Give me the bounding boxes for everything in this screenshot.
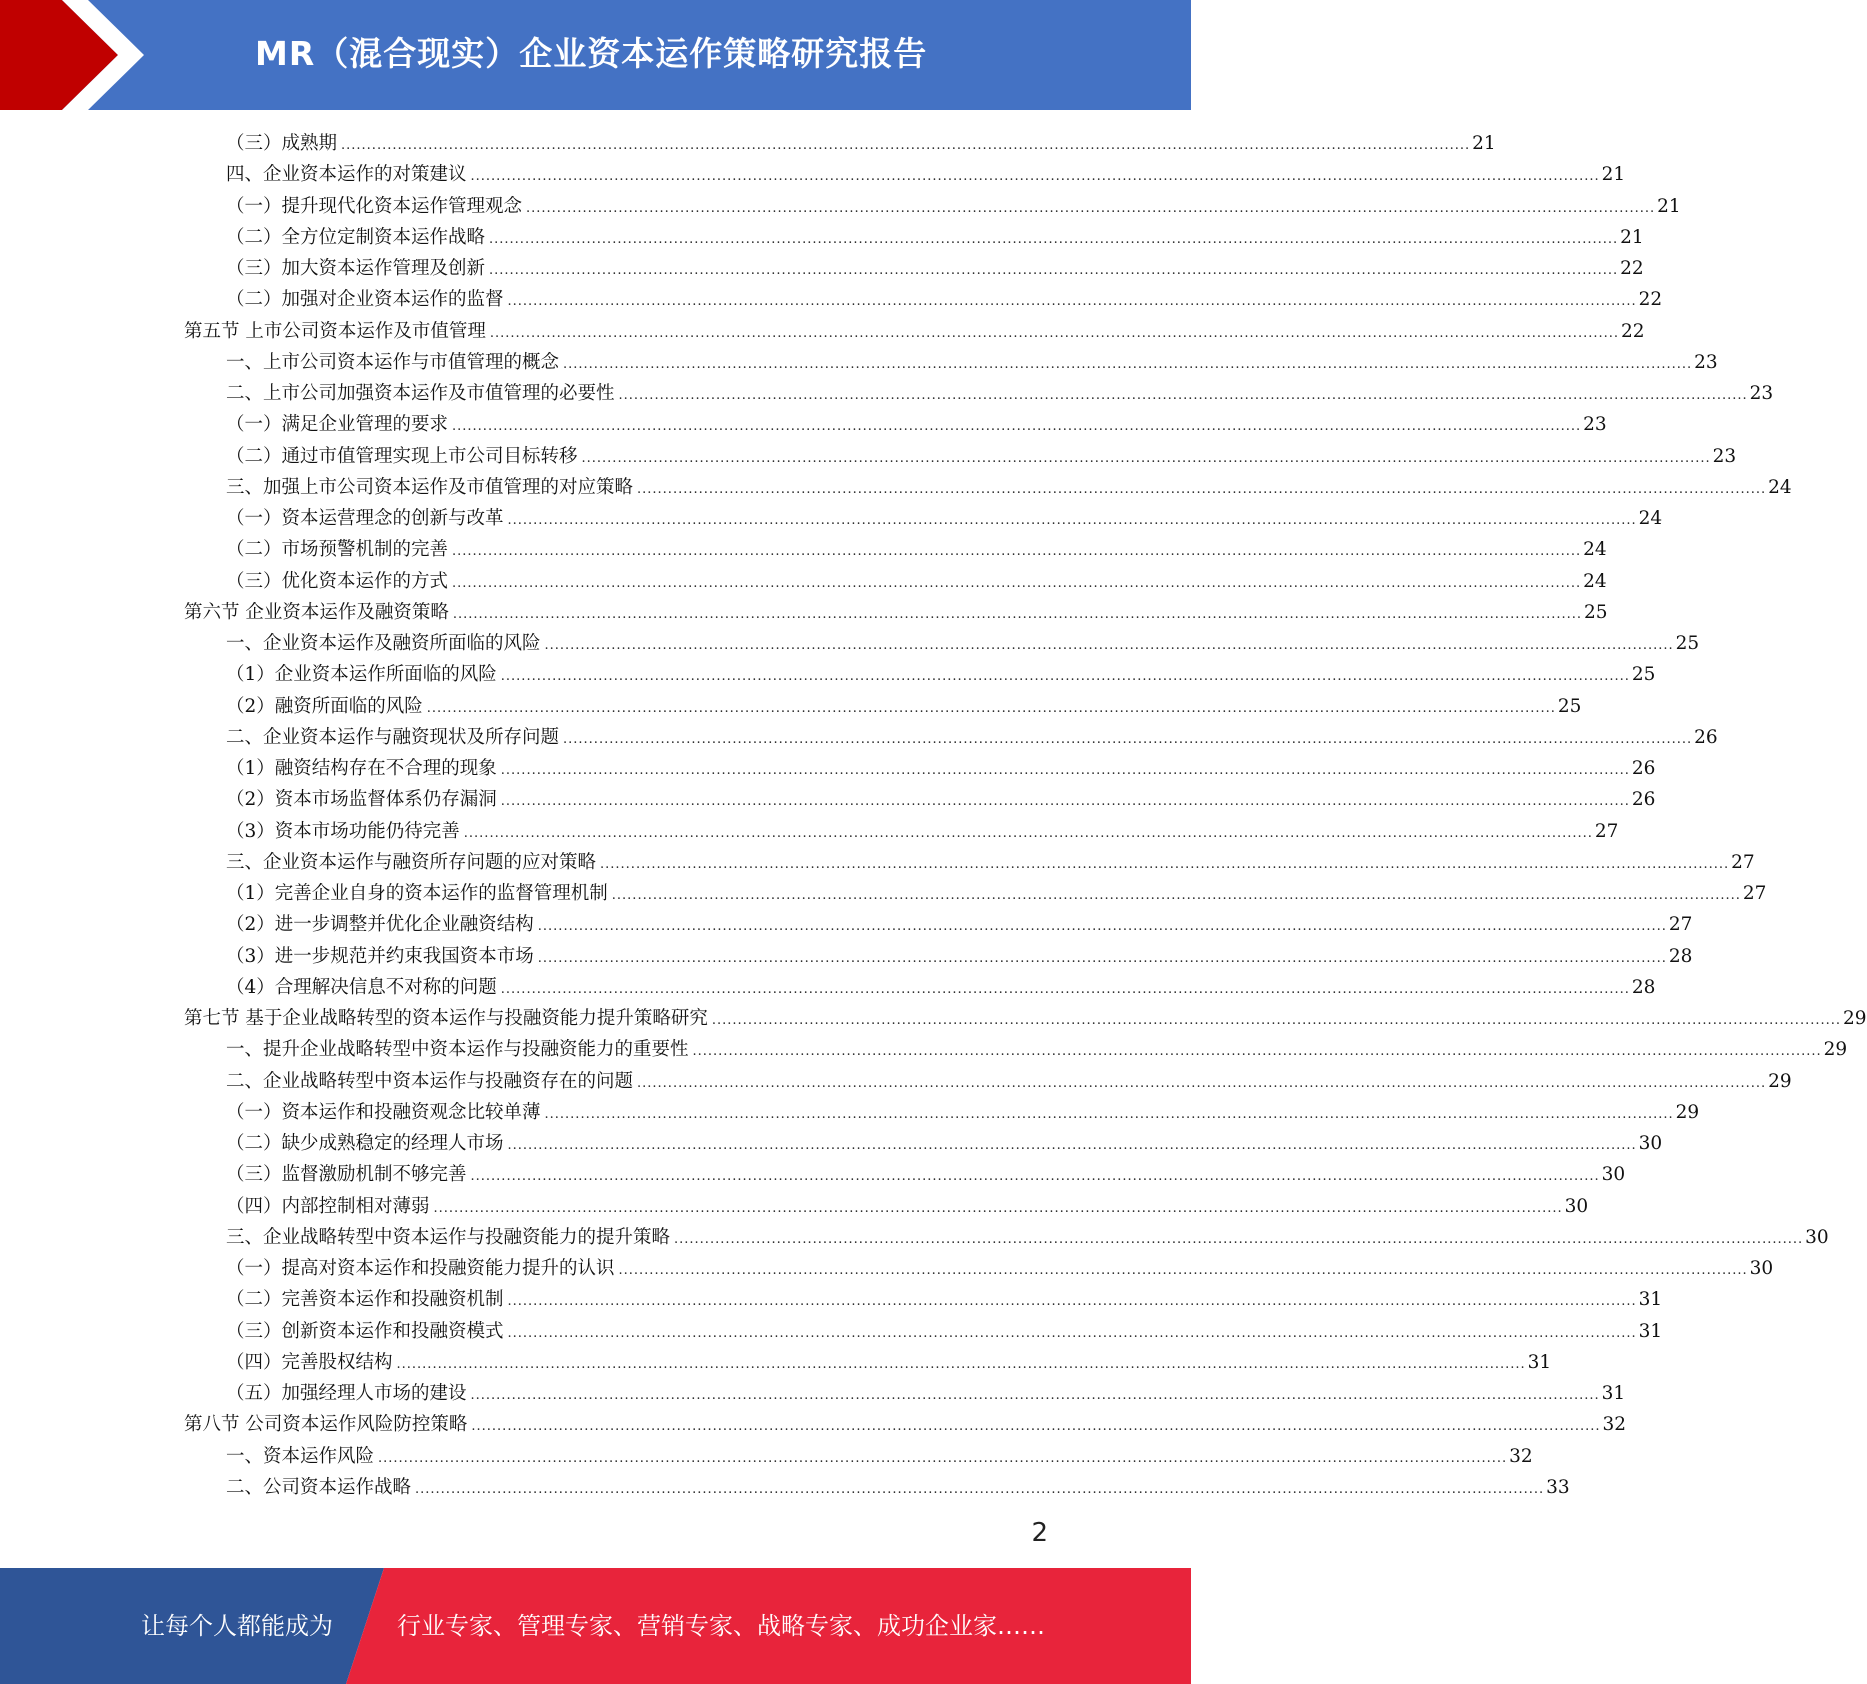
toc-entry-page: 30 xyxy=(1638,1133,1663,1154)
toc-entry-title: （二）加强对企业资本运作的监督 xyxy=(226,289,504,311)
toc-dot-leader: ............................................................................................................................................................................................................................ xyxy=(341,138,1471,153)
toc-entry-page: 26 xyxy=(1694,726,1718,748)
toc-entry-title: （一）满足企业管理的要求 xyxy=(226,414,449,436)
toc-entry[interactable] xyxy=(226,128,1496,159)
toc-entry[interactable] xyxy=(226,1441,1533,1472)
toc-dot-leader: ............................................................................................................................................................................................................................ xyxy=(415,1481,1545,1497)
toc-entry-title: （三）创新资本运作和投融资模式 xyxy=(226,1320,504,1342)
toc-dot-leader: ............................................................................................................................................................................................................................ xyxy=(537,919,1667,935)
toc-entry[interactable] xyxy=(226,691,1582,722)
toc-dot-leader: ............................................................................................................................................................................................................................ xyxy=(470,169,1600,185)
toc-entry-page: 22 xyxy=(1638,289,1663,311)
toc-entry[interactable] xyxy=(226,347,1718,378)
toc-entry-title: （4）合理解决信息不对称的问题 xyxy=(226,976,497,998)
toc-entry-title: 第五节 上市公司资本运作及市值管理 xyxy=(184,320,486,342)
toc-entry-page: 27 xyxy=(1742,883,1767,904)
toc-entry[interactable] xyxy=(226,659,1656,690)
toc-entry-title: （五）加强经理人市场的建设 xyxy=(226,1383,467,1404)
toc-entry-title: （3）资本市场功能仍待完善 xyxy=(226,820,460,842)
toc-entry-title: （二）通过市值管理实现上市公司目标转移 xyxy=(226,445,578,467)
toc-entry[interactable] xyxy=(226,753,1656,784)
toc-dot-leader: ............................................................................................................................................................................................................................ xyxy=(452,544,1582,560)
toc-entry-title: （一）资本运营理念的创新与改革 xyxy=(226,508,504,529)
toc-entry-title: （三）优化资本运作的方式 xyxy=(226,570,449,592)
toc-entry[interactable] xyxy=(184,1409,1627,1440)
toc-entry-page: 29 xyxy=(1675,1101,1700,1123)
toc-entry-page: 21 xyxy=(1472,133,1496,154)
toc-entry-page: 29 xyxy=(1823,1039,1848,1061)
toc-entry[interactable] xyxy=(226,909,1693,940)
toc-entry-title: 二、企业战略转型中资本运作与投融资存在的问题 xyxy=(226,1070,634,1092)
toc-entry[interactable] xyxy=(226,1128,1663,1159)
toc-dot-leader: ............................................................................................................................................................................................................................ xyxy=(489,325,1620,341)
toc-entry-page: 21 xyxy=(1620,226,1644,248)
toc-entry[interactable] xyxy=(226,159,1626,190)
toc-entry-title: 第七节 基于企业战略转型的资本运作与投融资能力提升策略研究 xyxy=(184,1008,708,1029)
toc-entry-title: （3）进一步规范并约束我国资本市场 xyxy=(226,945,534,967)
toc-entry[interactable] xyxy=(226,1378,1626,1409)
toc-entry[interactable] xyxy=(226,1159,1626,1190)
toc-dot-leader: ............................................................................................................................................................................................................................ xyxy=(507,513,1637,528)
toc-dot-leader: ............................................................................................................................................................................................................................ xyxy=(396,1356,1526,1372)
toc-entry[interactable] xyxy=(226,1097,1700,1128)
toc-entry-title: 二、公司资本运作战略 xyxy=(226,1476,412,1498)
toc-entry[interactable] xyxy=(226,1253,1774,1284)
toc-entry-page: 27 xyxy=(1731,851,1755,873)
toc-dot-leader: ............................................................................................................................................................................................................................ xyxy=(507,1325,1637,1341)
toc-dot-leader: ............................................................................................................................................................................................................................ xyxy=(600,856,1730,872)
toc-dot-leader: ............................................................................................................................................................................................................................ xyxy=(537,950,1667,966)
toc-entry-page: 22 xyxy=(1620,258,1644,279)
toc-entry-page: 27 xyxy=(1668,914,1693,936)
toc-entry-page: 29 xyxy=(1843,1008,1867,1029)
toc-entry-page: 31 xyxy=(1638,1289,1663,1311)
toc-entry-title: （三）加大资本运作管理及创新 xyxy=(226,258,486,279)
toc-entry[interactable] xyxy=(226,1222,1829,1253)
toc-entry-page: 21 xyxy=(1657,195,1681,217)
toc-dot-leader: ............................................................................................................................................................................................................................ xyxy=(463,825,1593,841)
toc-entry-title: 一、上市公司资本运作与市值管理的概念 xyxy=(226,351,560,373)
toc-entry-title: （1）企业资本运作所面临的风险 xyxy=(226,664,497,686)
toc-dot-leader: ............................................................................................................................................................................................................................ xyxy=(618,388,1748,403)
toc-entry-page: 33 xyxy=(1546,1476,1570,1498)
toc-entry[interactable] xyxy=(226,1347,1552,1378)
toc-entry-page: 31 xyxy=(1638,1320,1663,1342)
toc-entry-title: （四）内部控制相对薄弱 xyxy=(226,1195,430,1217)
toc-entry-page: 25 xyxy=(1675,633,1700,654)
toc-dot-leader: ............................................................................................................................................................................................................................ xyxy=(378,1450,1508,1466)
toc-entry-title: 一、资本运作风险 xyxy=(226,1445,375,1467)
toc-entry-title: （三）监督激励机制不够完善 xyxy=(226,1164,467,1186)
toc-dot-leader: ............................................................................................................................................................................................................................ xyxy=(500,794,1630,810)
toc-entry-page: 31 xyxy=(1527,1351,1552,1373)
toc-entry-page: 24 xyxy=(1768,476,1792,498)
toc-entry-title: 三、企业战略转型中资本运作与投融资能力的提升策略 xyxy=(226,1226,671,1248)
toc-entry[interactable] xyxy=(226,441,1737,472)
toc-entry-page: 26 xyxy=(1631,758,1656,779)
toc-entry[interactable] xyxy=(226,1284,1663,1315)
toc-entry-page: 30 xyxy=(1564,1195,1589,1217)
toc-entry-page: 24 xyxy=(1638,508,1663,529)
toc-entry-page: 23 xyxy=(1694,351,1718,373)
toc-entry-page: 25 xyxy=(1557,695,1582,717)
toc-entry[interactable] xyxy=(226,878,1767,909)
toc-entry-title: （2）资本市场监督体系仍存漏洞 xyxy=(226,789,497,811)
toc-entry[interactable] xyxy=(226,847,1755,878)
toc-entry-title: 三、加强上市公司资本运作及市值管理的对应策略 xyxy=(226,476,634,498)
toc-entry-page: 21 xyxy=(1601,164,1626,186)
page-number: 2 xyxy=(1031,1518,1048,1548)
toc-entry-page: 23 xyxy=(1712,445,1737,467)
toc-entry[interactable] xyxy=(184,316,1645,347)
toc-entry-title: 一、提升企业战略转型中资本运作与投融资能力的重要性 xyxy=(226,1039,689,1061)
toc-entry[interactable] xyxy=(226,409,1607,440)
toc-entry[interactable] xyxy=(226,816,1619,847)
toc-dot-leader: ............................................................................................................................................................................................................................ xyxy=(611,888,1741,903)
toc-dot-leader: ............................................................................................................................................................................................................................ xyxy=(500,981,1630,997)
toc-dot-leader: ............................................................................................................................................................................................................................ xyxy=(544,1106,1674,1122)
toc-dot-leader: ............................................................................................................................................................................................................................ xyxy=(470,1388,1600,1403)
toc-entry-title: （二）市场预警机制的完善 xyxy=(226,539,449,561)
toc-dot-leader: ............................................................................................................................................................................................................................ xyxy=(637,1075,1767,1091)
toc-entry-page: 32 xyxy=(1509,1445,1533,1467)
toc-entry[interactable] xyxy=(226,253,1644,284)
toc-entry-page: 28 xyxy=(1631,976,1656,998)
toc-entry-title: 第六节 企业资本运作及融资策略 xyxy=(184,601,449,623)
toc-entry-page: 24 xyxy=(1583,539,1607,561)
toc-entry-page: 24 xyxy=(1583,570,1607,592)
toc-entry[interactable] xyxy=(226,628,1700,659)
toc-entry-title: （1）完善企业自身的资本运作的监督管理机制 xyxy=(226,883,608,904)
toc-entry[interactable] xyxy=(226,378,1774,409)
toc-entry-title: 三、企业资本运作与融资所存问题的应对策略 xyxy=(226,851,597,873)
footer-slogan-right: 行业专家、管理专家、营销专家、战略专家、成功企业家…… xyxy=(397,1612,1045,1640)
toc-dot-leader: ............................................................................................................................................................................................................................ xyxy=(452,606,1583,622)
toc-entry-page: 30 xyxy=(1805,1226,1829,1248)
toc-entry-title: 第八节 公司资本运作风险防控策略 xyxy=(184,1414,468,1436)
toc-entry-title: （二）全方位定制资本运作战略 xyxy=(226,226,486,248)
toc-entry-title: （2）进一步调整并优化企业融资结构 xyxy=(226,914,534,936)
toc-entry-title: 二、上市公司加强资本运作及市值管理的必要性 xyxy=(226,383,615,404)
toc-entry-page: 30 xyxy=(1749,1258,1774,1279)
toc-dot-leader: ............................................................................................................................................................................................................................ xyxy=(500,669,1630,685)
toc-entry-title: 一、企业资本运作及融资所面临的风险 xyxy=(226,633,541,654)
toc-entry[interactable] xyxy=(226,1066,1792,1097)
toc-entry-page: 30 xyxy=(1601,1164,1626,1186)
toc-entry[interactable] xyxy=(226,784,1656,815)
toc-entry[interactable] xyxy=(226,1472,1570,1503)
toc-dot-leader: ............................................................................................................................................................................................................................ xyxy=(563,356,1693,372)
toc-dot-leader: ............................................................................................................................................................................................................................ xyxy=(433,1200,1563,1216)
toc-dot-leader: ............................................................................................................................................................................................................................ xyxy=(674,1231,1804,1247)
toc-entry-page: 26 xyxy=(1631,789,1656,811)
toc-entry-title: 二、企业资本运作与融资现状及所存问题 xyxy=(226,726,560,748)
toc-entry[interactable] xyxy=(226,534,1607,565)
toc-entry-page: 31 xyxy=(1601,1383,1626,1404)
toc-entry-title: （二）完善资本运作和投融资机制 xyxy=(226,1289,504,1311)
toc-entry[interactable] xyxy=(226,284,1663,315)
toc-entry[interactable] xyxy=(226,1034,1848,1065)
toc-dot-leader: ............................................................................................................................................................................................................................ xyxy=(471,1419,1601,1435)
toc-dot-leader: ............................................................................................................................................................................................................................ xyxy=(563,731,1693,747)
toc-entry[interactable] xyxy=(226,722,1718,753)
toc-entry-title: （四）完善股权结构 xyxy=(226,1351,393,1373)
toc-dot-leader: ............................................................................................................................................................................................................................ xyxy=(452,575,1582,591)
toc-entry-title: （一）资本运作和投融资观念比较单薄 xyxy=(226,1101,541,1123)
red-chevron-decoration xyxy=(0,0,150,110)
toc-entry-page: 25 xyxy=(1584,601,1608,623)
toc-dot-leader: ............................................................................................................................................................................................................................ xyxy=(637,481,1767,497)
toc-entry-title: （一）提高对资本运作和投融资能力提升的认识 xyxy=(226,1258,615,1279)
toc-entry-title: （1）融资结构存在不合理的现象 xyxy=(226,758,497,779)
toc-entry-page: 28 xyxy=(1668,945,1693,967)
toc-dot-leader: ............................................................................................................................................................................................................................ xyxy=(507,1138,1637,1153)
toc-dot-leader: ............................................................................................................................................................................................................................ xyxy=(507,1294,1637,1310)
toc-dot-leader: ............................................................................................................................................................................................................................ xyxy=(618,1263,1748,1278)
toc-entry[interactable] xyxy=(226,472,1792,503)
toc-entry[interactable] xyxy=(226,1191,1589,1222)
toc-entry-title: （三）成熟期 xyxy=(226,133,338,154)
toc-entry-page: 27 xyxy=(1594,820,1619,842)
toc-entry[interactable] xyxy=(226,941,1693,972)
page-header xyxy=(0,0,1191,110)
toc-entry[interactable] xyxy=(226,1316,1663,1347)
toc-entry[interactable] xyxy=(226,566,1607,597)
toc-dot-leader: ............................................................................................................................................................................................................................ xyxy=(544,638,1674,653)
toc-entry[interactable] xyxy=(226,222,1644,253)
toc-dot-leader: ............................................................................................................................................................................................................................ xyxy=(500,763,1630,778)
toc-dot-leader: ............................................................................................................................................................................................................................ xyxy=(526,200,1656,216)
toc-entry-page: 23 xyxy=(1749,383,1774,404)
page-footer xyxy=(0,1568,1191,1684)
toc-entry-page: 22 xyxy=(1621,320,1645,342)
toc-entry[interactable] xyxy=(184,1003,1867,1034)
toc-dot-leader: ............................................................................................................................................................................................................................ xyxy=(507,294,1637,310)
toc-entry-title: （二）缺少成熟稳定的经理人市场 xyxy=(226,1133,504,1154)
toc-dot-leader: ............................................................................................................................................................................................................................ xyxy=(711,1013,1842,1028)
toc-entry-title: （2）融资所面临的风险 xyxy=(226,695,423,717)
toc-entry-title: 四、企业资本运作的对策建议 xyxy=(226,164,467,186)
toc-entry[interactable] xyxy=(226,972,1656,1003)
toc-entry[interactable] xyxy=(226,191,1681,222)
toc-entry[interactable] xyxy=(184,597,1608,628)
toc-entry-page: 25 xyxy=(1631,664,1656,686)
report-title: MR（混合现实）企业资本运作策略研究报告 xyxy=(255,34,928,73)
toc-entry[interactable] xyxy=(226,503,1663,534)
toc-entry-page: 29 xyxy=(1768,1070,1792,1092)
footer-slogan-left: 让每个人都能成为 xyxy=(141,1612,333,1640)
toc-entry-title: （一）提升现代化资本运作管理观念 xyxy=(226,195,523,217)
toc-dot-leader: ............................................................................................................................................................................................................................ xyxy=(581,450,1711,466)
toc-dot-leader: ............................................................................................................................................................................................................................ xyxy=(692,1044,1822,1060)
toc-entry-page: 32 xyxy=(1602,1414,1627,1436)
toc-entry-page: 23 xyxy=(1583,414,1607,436)
toc-dot-leader: ............................................................................................................................................................................................................................ xyxy=(426,700,1556,716)
toc-dot-leader: ............................................................................................................................................................................................................................ xyxy=(470,1169,1600,1185)
toc-dot-leader: ............................................................................................................................................................................................................................ xyxy=(489,231,1619,247)
toc-dot-leader: ............................................................................................................................................................................................................................ xyxy=(452,419,1582,435)
toc-dot-leader: ............................................................................................................................................................................................................................ xyxy=(489,263,1619,278)
